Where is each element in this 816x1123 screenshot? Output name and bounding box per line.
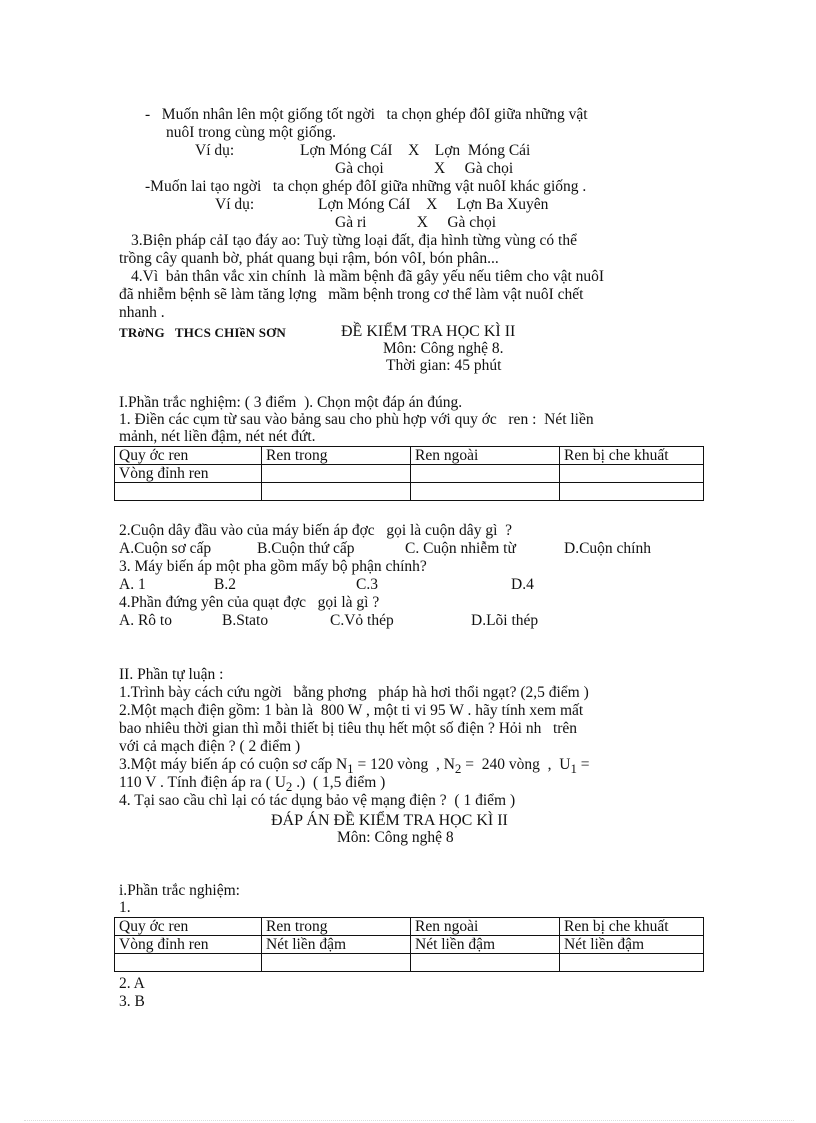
table-cell (115, 483, 262, 501)
table-cell (560, 954, 704, 972)
page-edge-divider (24, 1120, 794, 1121)
table-cell (262, 954, 411, 972)
essay-3-text: 110 V . Tính điện áp ra ( U (119, 774, 286, 791)
table-header: Ren ngoài (411, 447, 560, 465)
option-b: B.2 (214, 576, 236, 593)
essay-3-text: 3.Một máy biến áp có cuộn sơ cấp N (119, 756, 348, 773)
option-d: D.Lõi thép (471, 612, 539, 629)
text-line: Gà ri X Gà chọi (335, 214, 496, 231)
question-1: 1. Điền các cụm từ sau vào bảng sau cho phù hợp với quy ớc ren : Nét liền (119, 411, 594, 428)
option-a: A. 1 (119, 576, 146, 593)
table-header: Ren ngoài (411, 918, 560, 936)
option-c: C. Cuộn nhiễm từ (405, 540, 516, 557)
table-cell: Nét liền đậm (262, 936, 411, 954)
text-line: nuôI trong cùng một giống. (166, 124, 337, 141)
table-row (115, 936, 704, 954)
text-line: nhanh . (119, 304, 165, 321)
essay-4: 4. Tại sao cầu chì lại có tác dụng bảo vệ mạng điện ? ( 1 điểm ) (119, 792, 516, 809)
thread-table (114, 446, 704, 501)
part1-heading: I.Phần trắc nghiệm: ( 3 điểm ). Chọn một đáp án đúng. (119, 394, 463, 411)
essay-3-text: = (576, 756, 590, 773)
option-b: B.Stato (222, 612, 269, 629)
question-3: 3. Máy biến áp một pha gồm mấy bộ phận chính? (119, 558, 427, 575)
table-cell (560, 465, 704, 483)
table-cell (411, 954, 560, 972)
text-line: Gà chọi X Gà chọi (335, 160, 514, 177)
question-1-cont: mảnh, nét liền đậm, nét nét đứt. (119, 428, 316, 445)
table-row (115, 954, 704, 972)
table-row (115, 447, 704, 465)
option-c: C.3 (356, 576, 378, 593)
option-d: D.4 (511, 576, 534, 593)
table-cell: Vòng đỉnh ren (115, 465, 262, 483)
essay-3-text: = 240 vòng , U (461, 756, 571, 773)
table-cell: Nét liền đậm (411, 936, 560, 954)
question-2: 2.Cuộn dây đầu vào của máy biến áp đợc gọi là cuộn dây gì ? (119, 522, 513, 539)
text-line: Lợn Móng CáI X Lợn Ba Xuyên (318, 196, 549, 213)
table-cell (262, 483, 411, 501)
answer-part1: i.Phần trắc nghiệm: (119, 882, 240, 899)
text-line: - Muốn nhân lên một giống tốt ngời ta chọn ghép đôI giữa những vật (145, 106, 588, 123)
table-row (115, 465, 704, 483)
subscript: 2 (285, 779, 293, 795)
table-header: Ren bị che khuất (560, 447, 704, 465)
option-a: A.Cuộn sơ cấp (119, 540, 212, 557)
subscript: 2 (454, 761, 462, 777)
question-4: 4.Phần đứng yên của quạt đợc gọi là gì ? (119, 594, 380, 611)
essay-2: 2.Một mạch điện gồm: 1 bàn là 800 W , một ti vi 95 W . hãy tính xem mất (119, 702, 584, 719)
essay-1: 1.Trình bày cách cứu ngời bằng phơng pháp hà hơi thổi ngạt? (2,5 điểm ) (119, 684, 589, 701)
option-a: A. Rô to (119, 612, 172, 629)
table-row (115, 483, 704, 501)
text-line: Lợn Móng CáI X Lợn Móng Cái (300, 142, 531, 159)
essay-2-cont: bao nhiêu thời gian thì mỗi thiết bị tiêu thụ hết một số điện ? Hỏi nh trên (119, 720, 578, 737)
answer-number: 1. (119, 899, 131, 916)
table-header: Ren trong (262, 918, 411, 936)
table-header: Quy ớc ren (115, 447, 262, 465)
table-cell (411, 483, 560, 501)
table-cell: Nét liền đậm (560, 936, 704, 954)
part2-heading: II. Phần tự luận : (119, 666, 224, 683)
table-header: Quy ớc ren (115, 918, 262, 936)
table-cell (560, 483, 704, 501)
essay-2-cont: với cả mạch điện ? ( 2 điểm ) (119, 738, 301, 755)
text-line: 3.Biện pháp cảI tạo đáy ao: Tuỳ từng loại đất, địa hình từng vùng có thể (131, 232, 577, 249)
essay-3-text: .) ( 1,5 điểm ) (292, 774, 386, 791)
text-line: -Muốn lai tạo ngời ta chọn ghép đôI giữa những vật nuôI khác giống . (145, 178, 587, 195)
option-b: B.Cuộn thứ cấp (257, 540, 355, 557)
table-cell (262, 465, 411, 483)
text-line: Ví dụ: (195, 142, 235, 159)
table-header: Ren trong (262, 447, 411, 465)
text-line: Ví dụ: (215, 196, 255, 213)
table-cell (411, 465, 560, 483)
exam-title: ĐỀ KIỂM TRA HỌC KÌ II (341, 323, 516, 340)
text-line: 4.Vì bản thân vắc xin chính là mầm bệnh đã gây yếu nếu tiêm cho vật nuôI (131, 268, 605, 285)
option-c: C.Vỏ thép (330, 612, 394, 629)
essay-3-text: = 120 vòng , N (353, 756, 455, 773)
table-cell: Vòng đỉnh ren (115, 936, 262, 954)
option-d: D.Cuộn chính (564, 540, 651, 557)
exam-time: Thời gian: 45 phút (386, 357, 502, 374)
exam-subject: Môn: Công nghệ 8. (383, 340, 504, 357)
answer-2: 2. A (119, 975, 145, 992)
subscript: 1 (570, 761, 577, 777)
text-line: trồng cây quanh bờ, phát quang bụi rậm, bón vôI, bón phân... (119, 250, 499, 267)
school-name: TRờNG THCS CHIềN SƠN (119, 325, 287, 340)
subscript: 1 (347, 761, 354, 777)
answer-title: ĐÁP ÁN ĐỀ KIỂM TRA HỌC KÌ II (271, 812, 508, 829)
table-cell (115, 954, 262, 972)
answer-table (114, 917, 704, 972)
text-line: đã nhiễm bệnh sẽ làm tăng lợng mầm bệnh trong cơ thể làm vật nuôI chết (119, 286, 584, 303)
table-row (115, 918, 704, 936)
answer-3: 3. B (119, 993, 145, 1010)
answer-subject: Môn: Công nghệ 8 (337, 829, 454, 846)
table-header: Ren bị che khuất (560, 918, 704, 936)
